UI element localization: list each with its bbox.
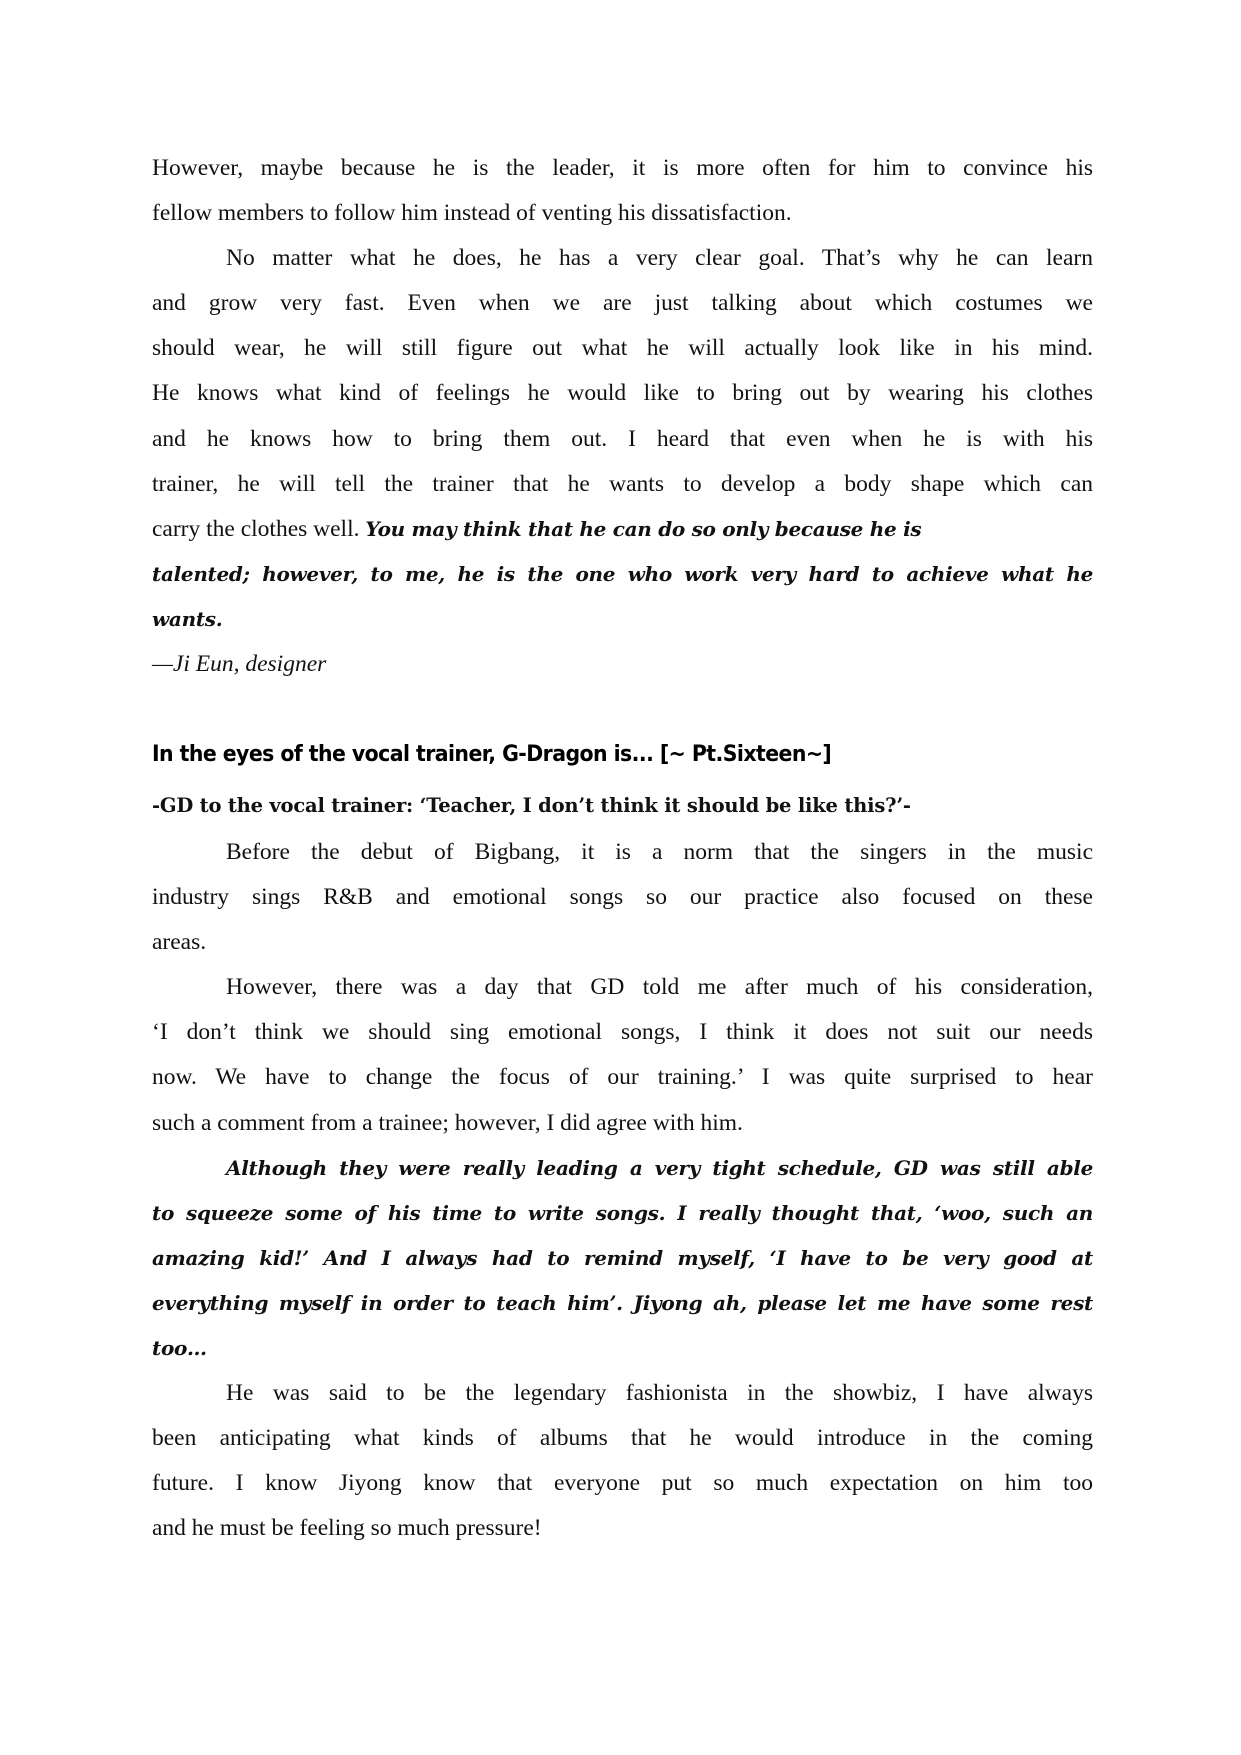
text-line — [152, 875, 1093, 920]
text-line — [152, 417, 1093, 462]
text-line — [152, 1236, 1093, 1281]
body-text: No matter what he does, he has a very clear goal. That’s why he can learn — [226, 245, 1093, 272]
body-text: He was said to be the legendary fashionista in the showbiz, I have always — [226, 1380, 1093, 1407]
attribution-text: —Ji Eun, designer — [152, 651, 327, 678]
emphasis-text: Although they were really leading a very tight schedule, GD was still able — [226, 1155, 1093, 1180]
emphasis-text: You may think that he can do so only because he is — [365, 516, 922, 541]
body-text: and grow very fast. Even when we are just talking about which costumes we — [152, 290, 1093, 317]
text-line — [152, 965, 1093, 1010]
text-line — [152, 830, 1093, 875]
text-line — [152, 1326, 1093, 1371]
text-line — [152, 1191, 1093, 1236]
body-text: ‘I don’t think we should sing emotional songs, I think it does not suit our needs — [152, 1019, 1093, 1046]
body-text: However, there was a day that GD told me after much of his consideration, — [226, 974, 1093, 1001]
text-line — [152, 1416, 1093, 1461]
body-text: fellow members to follow him instead of venting his dissatisfaction. — [152, 200, 792, 227]
text-line — [152, 1055, 1093, 1100]
emphasis-text: too… — [152, 1336, 207, 1361]
emphasis-text: wants. — [152, 606, 223, 631]
section-subtitle: -GD to the vocal trainer: ‘Teacher, I don’t think it should be like this?’- — [152, 794, 911, 817]
body-text: However, maybe because he is the leader, it is more often for him to convince his — [152, 155, 1093, 181]
body-text: areas. — [152, 929, 207, 956]
body-text: such a comment from a trainee; however, I did agree with him. — [152, 1109, 743, 1136]
text-line — [152, 1506, 1093, 1551]
body-text: trainer, he will tell the trainer that he wants to develop a body shape which can — [152, 470, 1093, 497]
emphasis-text: everything myself in order to teach him’. Jiyong ah, please let me have some rest — [152, 1290, 1093, 1315]
emphasis-text: to squeeze some of his time to write songs. I really thought that, ‘woo, such an — [152, 1200, 1093, 1225]
text-line — [152, 1461, 1093, 1506]
section-heading: In the eyes of the vocal trainer, G-Dragon is... [~ Pt.Sixteen~] — [152, 742, 832, 767]
text-line — [152, 146, 1093, 191]
text-line — [152, 1281, 1093, 1326]
body-text: and he must be feeling so much pressure! — [152, 1515, 542, 1542]
text-line — [152, 1010, 1093, 1055]
text-line — [152, 552, 1093, 597]
body-text: future. I know Jiyong know that everyone put so much expectation on him too — [152, 1470, 1093, 1497]
body-text: carry the clothes well. — [152, 515, 366, 542]
body-text: been anticipating what kinds of albums that he would introduce in the coming — [152, 1425, 1093, 1452]
text-line — [152, 1371, 1093, 1416]
body-text: and he knows how to bring them out. I heard that even when he is with his — [152, 425, 1093, 452]
text-line — [152, 281, 1093, 326]
text-line — [152, 507, 1093, 552]
body-text: Before the debut of Bigbang, it is a norm that the singers in the music — [226, 839, 1093, 865]
text-line — [152, 236, 1093, 281]
text-line — [152, 462, 1093, 507]
text-line — [152, 642, 1093, 687]
paragraph-block-designer-quote — [152, 146, 1093, 687]
text-line — [152, 1146, 1093, 1191]
text-line — [152, 920, 1093, 965]
body-text: should wear, he will still figure out what he will actually look like in his mind. — [152, 335, 1093, 362]
text-line — [152, 597, 1093, 642]
emphasis-text: amazing kid!’ And I always had to remind myself, ‘I have to be very good at — [152, 1245, 1093, 1270]
body-text: He knows what kind of feelings he would like to bring out by wearing his clothes — [152, 380, 1093, 407]
text-line — [152, 326, 1093, 371]
emphasis-text: talented; however, to me, he is the one who work very hard to achieve what he — [152, 561, 1093, 586]
text-line — [152, 1101, 1093, 1146]
text-line — [152, 371, 1093, 416]
body-text: industry sings R&B and emotional songs so our practice also focused on these — [152, 884, 1093, 911]
text-line — [152, 191, 1093, 236]
paragraph-block-vocal-trainer — [152, 830, 1093, 1552]
body-text: now. We have to change the focus of our training.’ I was quite surprised to hear — [152, 1064, 1093, 1091]
